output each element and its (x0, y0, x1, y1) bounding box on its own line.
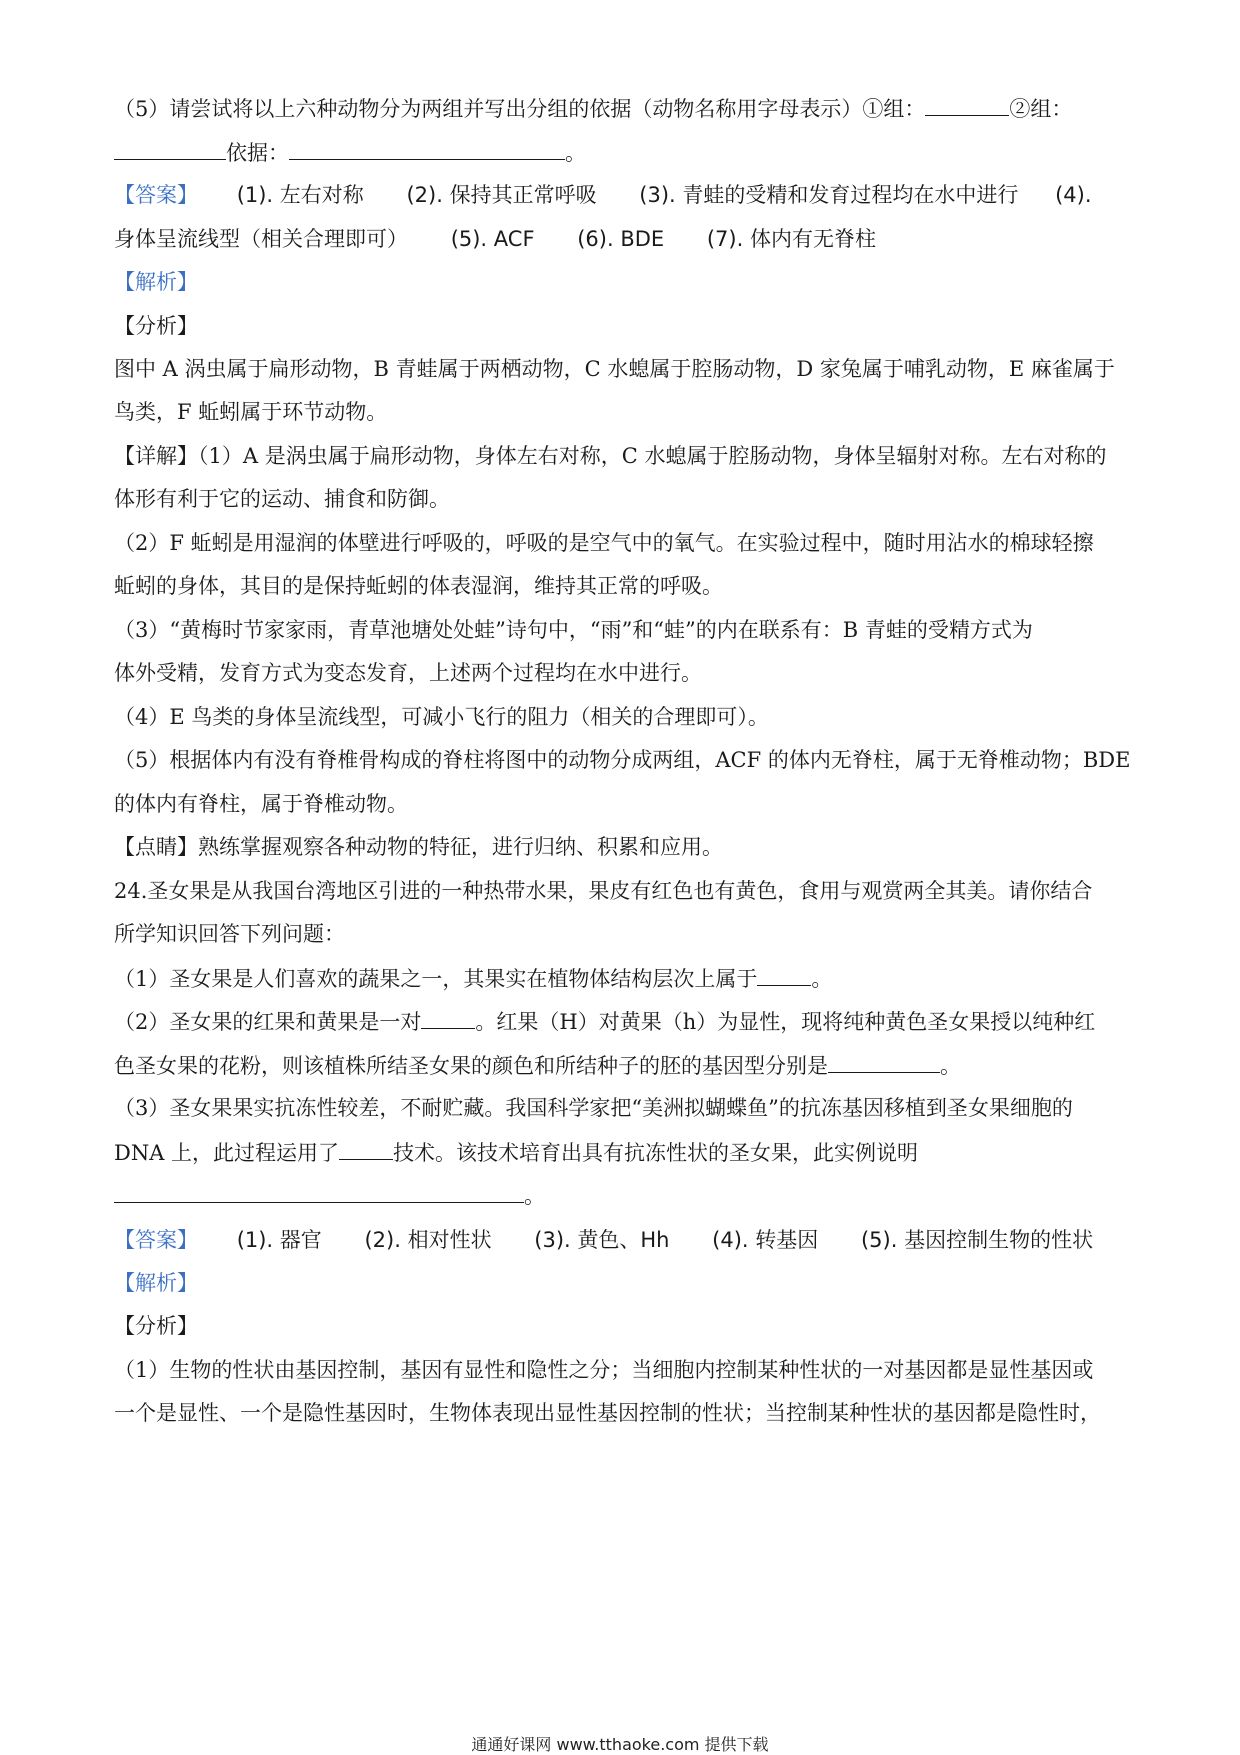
answer-label: 【答案】 (114, 183, 198, 207)
answer-blank (339, 1137, 393, 1160)
answer-item: 身体呈流线型（相关合理即可） (114, 227, 408, 251)
q24-question-3: （3）圣女果果实抗冻性较差，不耐贮藏。我国科学家把“美洲拟蝴蝶鱼”的抗冻基因移植到圣女果细胞的 (114, 1096, 1073, 1120)
question-text: 依据： (226, 141, 289, 165)
answer-item: (6). BDE (577, 227, 665, 251)
answer-blank (421, 1006, 475, 1029)
answer-item: (1). 器官 (236, 1228, 322, 1252)
answer-label: 【答案】 (114, 1228, 198, 1252)
q23-answer-line2 (114, 224, 1134, 254)
answer-item: (5). ACF (450, 227, 535, 251)
q24-question-2-line2: 色圣女果的花粉，则该植株所结圣女果的颜色和所结种子的胚的基因型分别是 。 (114, 1050, 1134, 1081)
answer-blank (757, 963, 811, 986)
q23-answer-line1 (114, 180, 1134, 210)
answer-item: (2). 保持其正常呼吸 (406, 183, 597, 207)
q24-question-3-line2: DNA 上，此过程运用了 技术。该技术培育出具有抗冻性状的圣女果，此实例说明 (114, 1137, 1134, 1168)
detail-label: 【详解】 (114, 444, 198, 468)
detail-text: （2）F 蚯蚓是用湿润的体壁进行呼吸的，呼吸的是空气中的氧气。在实验过程中，随时用沾水的棉球轻擦 (114, 531, 1094, 555)
analysis-text: 一个是显性、一个是隐性基因时，生物体表现出显性基因控制的性状；当控制某种性状的基因都是隐性时， (114, 1401, 1101, 1425)
answer-blank (114, 1180, 524, 1203)
fenxi-label: 【分析】 (114, 1314, 198, 1338)
analysis-text: 鸟类，F 蚯蚓属于环节动物。 (114, 400, 388, 424)
detail-text: 蚯蚓的身体，其目的是保持蚯蚓的体表湿润，维持其正常的呼吸。 (114, 574, 723, 598)
detail-text: 的体内有脊柱，属于脊椎动物。 (114, 792, 408, 816)
q23-question-5-line2: 依据： 。 (114, 137, 1134, 168)
answer-item: (3). 青蛙的受精和发育过程均在水中进行 (639, 183, 1019, 207)
q24-question-1: （1）圣女果是人们喜欢的蔬果之一，其果实在植物体结构层次上属于 。 (114, 963, 1134, 994)
answer-blank (289, 137, 565, 160)
q24-answer-line (114, 1225, 1134, 1255)
answer-blank (925, 93, 1009, 116)
jiexi-label: 【解析】 (114, 270, 198, 294)
answer-blank (828, 1050, 940, 1073)
answer-item: (1). 左右对称 (236, 183, 364, 207)
answer-item: (2). 相对性状 (364, 1228, 492, 1252)
question-text: （5）请尝试将以上六种动物分为两组并写出分组的依据（动物名称用字母表示）①组： (114, 97, 926, 121)
q24-stem: 所学知识回答下列问题： (114, 922, 345, 946)
detail-text: （3）“黄梅时节家家雨，青草池塘处处蛙”诗句中，“雨”和“蛙”的内在联系有：B 青蛙的受精方式为 (114, 618, 1033, 642)
analysis-text: 图中 A 涡虫属于扁形动物，B 青蛙属于两栖动物，C 水螅属于腔肠动物，D 家兔属于哺乳动物，E 麻雀属于 (114, 357, 1115, 381)
fenxi-label: 【分析】 (114, 314, 198, 338)
detail-text: （5）根据体内有没有脊椎骨构成的脊柱将图中的动物分成两组，ACF 的体内无脊柱，属于无脊椎动物；BDE (114, 748, 1131, 772)
page-footer: 通通好课网 www.tthaoke.com 提供下载 (471, 1735, 769, 1754)
q24-question-3-line3: 。 (114, 1180, 1134, 1211)
answer-item: (4). (1055, 183, 1092, 207)
detail-text: 体形有利于它的运动、捕食和防御。 (114, 487, 450, 511)
dianjing-line: 【点睛】熟练掌握观察各种动物的特征，进行归纳、积累和应用。 (114, 835, 723, 859)
answer-item: (3). 黄色、Hh (534, 1228, 670, 1252)
q24-stem: 24.圣女果是从我国台湾地区引进的一种热带水果，果皮有红色也有黄色，食用与观赏两全其美。请你结合 (114, 879, 1093, 903)
answer-item: (5). 基因控制生物的性状 (860, 1228, 1094, 1252)
answer-item: (4). 转基因 (712, 1228, 819, 1252)
question-text: ②组： (1009, 97, 1073, 121)
detail-text: （4）E 鸟类的身体呈流线型，可减小飞行的阻力（相关的合理即可）。 (114, 705, 769, 729)
analysis-text: （1）生物的性状由基因控制，基因有显性和隐性之分；当细胞内控制某种性状的一对基因都是显性基因或 (114, 1358, 1094, 1382)
q24-question-2-line1: （2）圣女果的红果和黄果是一对 。红果（H）对黄果（h）为显性，现将纯种黄色圣女果授以纯种红 (114, 1006, 1134, 1037)
q23-question-5-line1 (114, 93, 1134, 124)
jiexi-label: 【解析】 (114, 1271, 198, 1295)
dianjing-label: 【点睛】 (114, 835, 198, 859)
detail-line: 【详解】（1）A 是涡虫属于扁形动物，身体左右对称，C 水螅属于腔肠动物，身体呈辐射对称。左右对称的 (114, 444, 1107, 468)
answer-item: (7). 体内有无脊柱 (706, 227, 876, 251)
detail-text: 体外受精，发育方式为变态发育，上述两个过程均在水中进行。 (114, 661, 702, 685)
answer-blank (114, 137, 226, 160)
